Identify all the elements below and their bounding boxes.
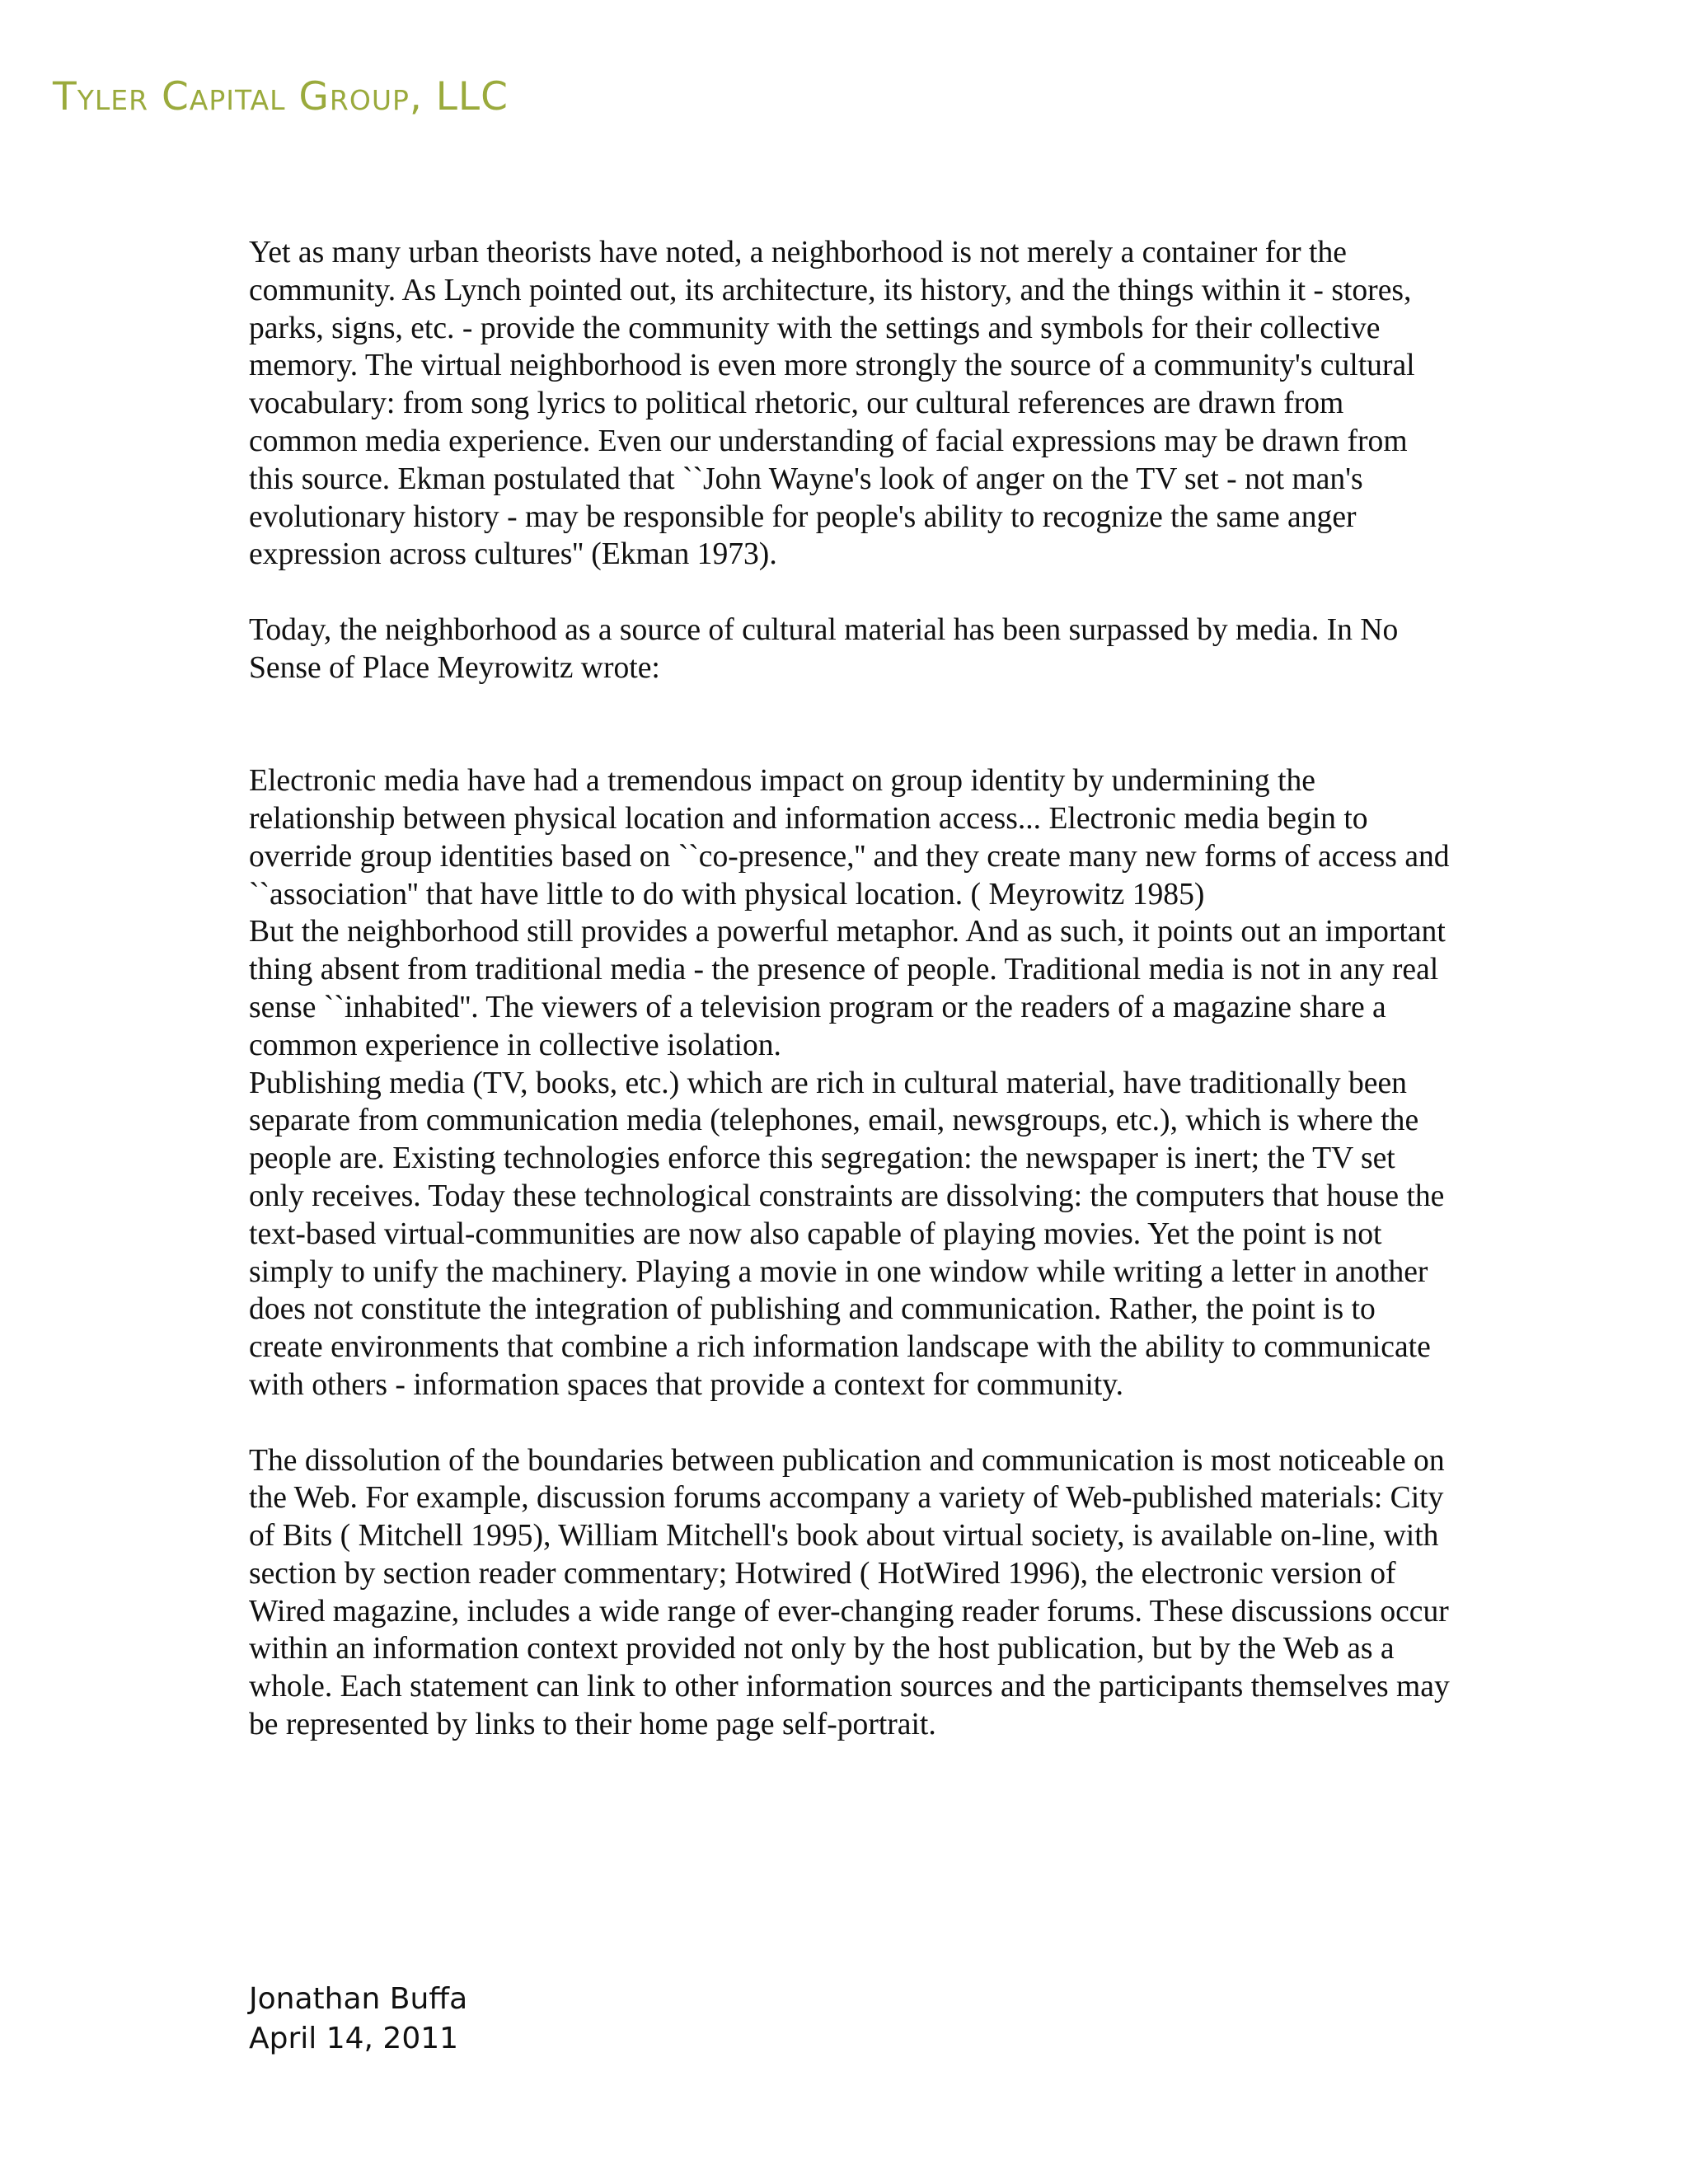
paragraph-urban-theorists: Yet as many urban theorists have noted, a neighborhood is not merely a container for the community. As Lynch pointed out, its architecture, its history, and the things within it - stores, parks, signs, etc. - provide the community with the settings and symbols for their collective memory. The virtual neighborhood is even more strongly the source of a community's cultural vocabulary: from song lyrics to political rhetoric, our cultural references are drawn from common media experience. Even our understanding of facial expressions may be drawn from this source. Ekman postulated that ``John Wayne's look of anger on the TV set - not man's evolutionary history - may be responsible for people's ability to recognize the same anger expression across cultures'' (Ekman 1973). xyxy=(249,236,1415,572)
signature-block xyxy=(249,1980,467,2059)
signature-name: Jonathan Buffa xyxy=(249,1982,468,2016)
paragraph-publishing-media: Publishing media (TV, books, etc.) which are rich in cultural material, have traditionally been separate from communication media (telephones, email, newsgroups, etc.), which is where the people are. Existing technologies enforce this segregation: the newspaper is inert; the TV set only receives. Today these technological constraints are dissolving: the computers that house the text-based virtual-communities are now also capable of playing movies. Yet the point is not simply to unify the machinery. Playing a movie in one window while writing a letter in another does not constitute the integration of publishing and communication. Rather, the point is to create environments that combine a rich information landscape with the ability to communicate with others - information spaces that provide a context for community. xyxy=(249,1066,1445,1402)
paragraph-meyrowitz-intro: Today, the neighborhood as a source of cultural material has been surpassed by media. In No Sense of Place Meyrowitz wrote: xyxy=(249,612,1399,685)
letter-body xyxy=(249,234,1452,1744)
paragraph-neighborhood-metaphor: But the neighborhood still provides a powerful metaphor. And as such, it points out an important thing absent from traditional media - the presence of people. Traditional media is not in any real sense ``inhabited''. The viewers of a television program or the readers of a magazine share a common experience in collective isolation. xyxy=(249,915,1446,1062)
company-letterhead: Tyler Capital Group, LLC xyxy=(53,74,509,120)
paragraph-web-dissolution: The dissolution of the boundaries between publication and communication is most noticeable on the Web. For example, discussion forums accompany a variety of Web-published materials: City of Bits ( Mitchell 1995), William Mitchell's book about virtual society, is available on-line, with section by section reader commentary; Hotwired ( HotWired 1996), the electronic version of Wired magazine, includes a wide range of ever-changing reader forums. These discussions occur within an information context provided not only by the host publication, but by the Web as a whole. Each statement can link to other information sources and the participants themselves may be represented by links to their home page self-portrait. xyxy=(249,1443,1450,1742)
paragraph-meyrowitz-quote: Electronic media have had a tremendous impact on group identity by undermining the relationship between physical location and information access... Electronic media begin to override group identities based on ``co-presence,'' and they create many new forms of access and ``association'' that have little to do with physical location. ( Meyrowitz 1985) xyxy=(249,764,1450,912)
signature-date: April 14, 2011 xyxy=(249,2022,459,2055)
